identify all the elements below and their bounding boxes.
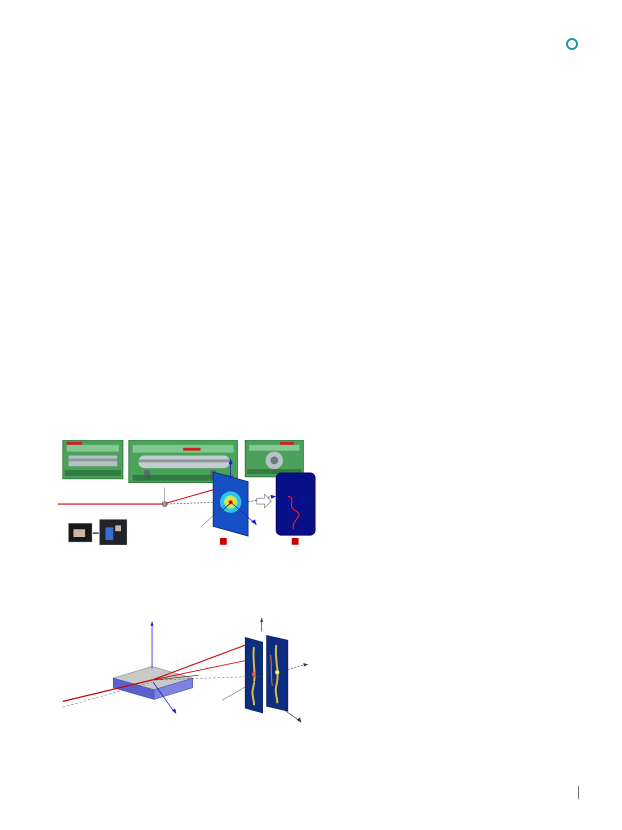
journal-bullet-icon	[566, 38, 578, 50]
flow-arrow-icon	[257, 494, 272, 508]
figure5-equation	[55, 556, 317, 603]
body-paragraph	[55, 325, 317, 427]
figure6	[55, 616, 317, 733]
footer-divider	[578, 786, 579, 799]
gisaxs-detector-image	[245, 636, 288, 714]
body-paragraph	[325, 78, 590, 266]
beamline-photo-1	[63, 440, 123, 479]
body-paragraph	[325, 277, 590, 437]
figure5-diagram	[55, 440, 317, 551]
scattering-curve-box	[276, 473, 315, 535]
figure7	[325, 543, 590, 743]
body-paragraph	[55, 78, 317, 165]
figure5	[55, 440, 317, 607]
silicon-substrate	[113, 667, 193, 700]
left-column	[55, 78, 317, 736]
page-header	[561, 38, 578, 50]
right-column	[325, 78, 590, 746]
figure6-diagram	[55, 616, 317, 728]
beamline-photo-3	[245, 440, 303, 477]
body-paragraph	[325, 437, 590, 538]
page-footer	[571, 786, 586, 799]
figure7-2d-patterns	[453, 543, 588, 743]
body-paragraph	[55, 165, 317, 325]
figure7-saxs-plot	[325, 543, 450, 743]
ccd-detector-image	[213, 472, 248, 536]
sample-photo-insets	[69, 520, 127, 545]
